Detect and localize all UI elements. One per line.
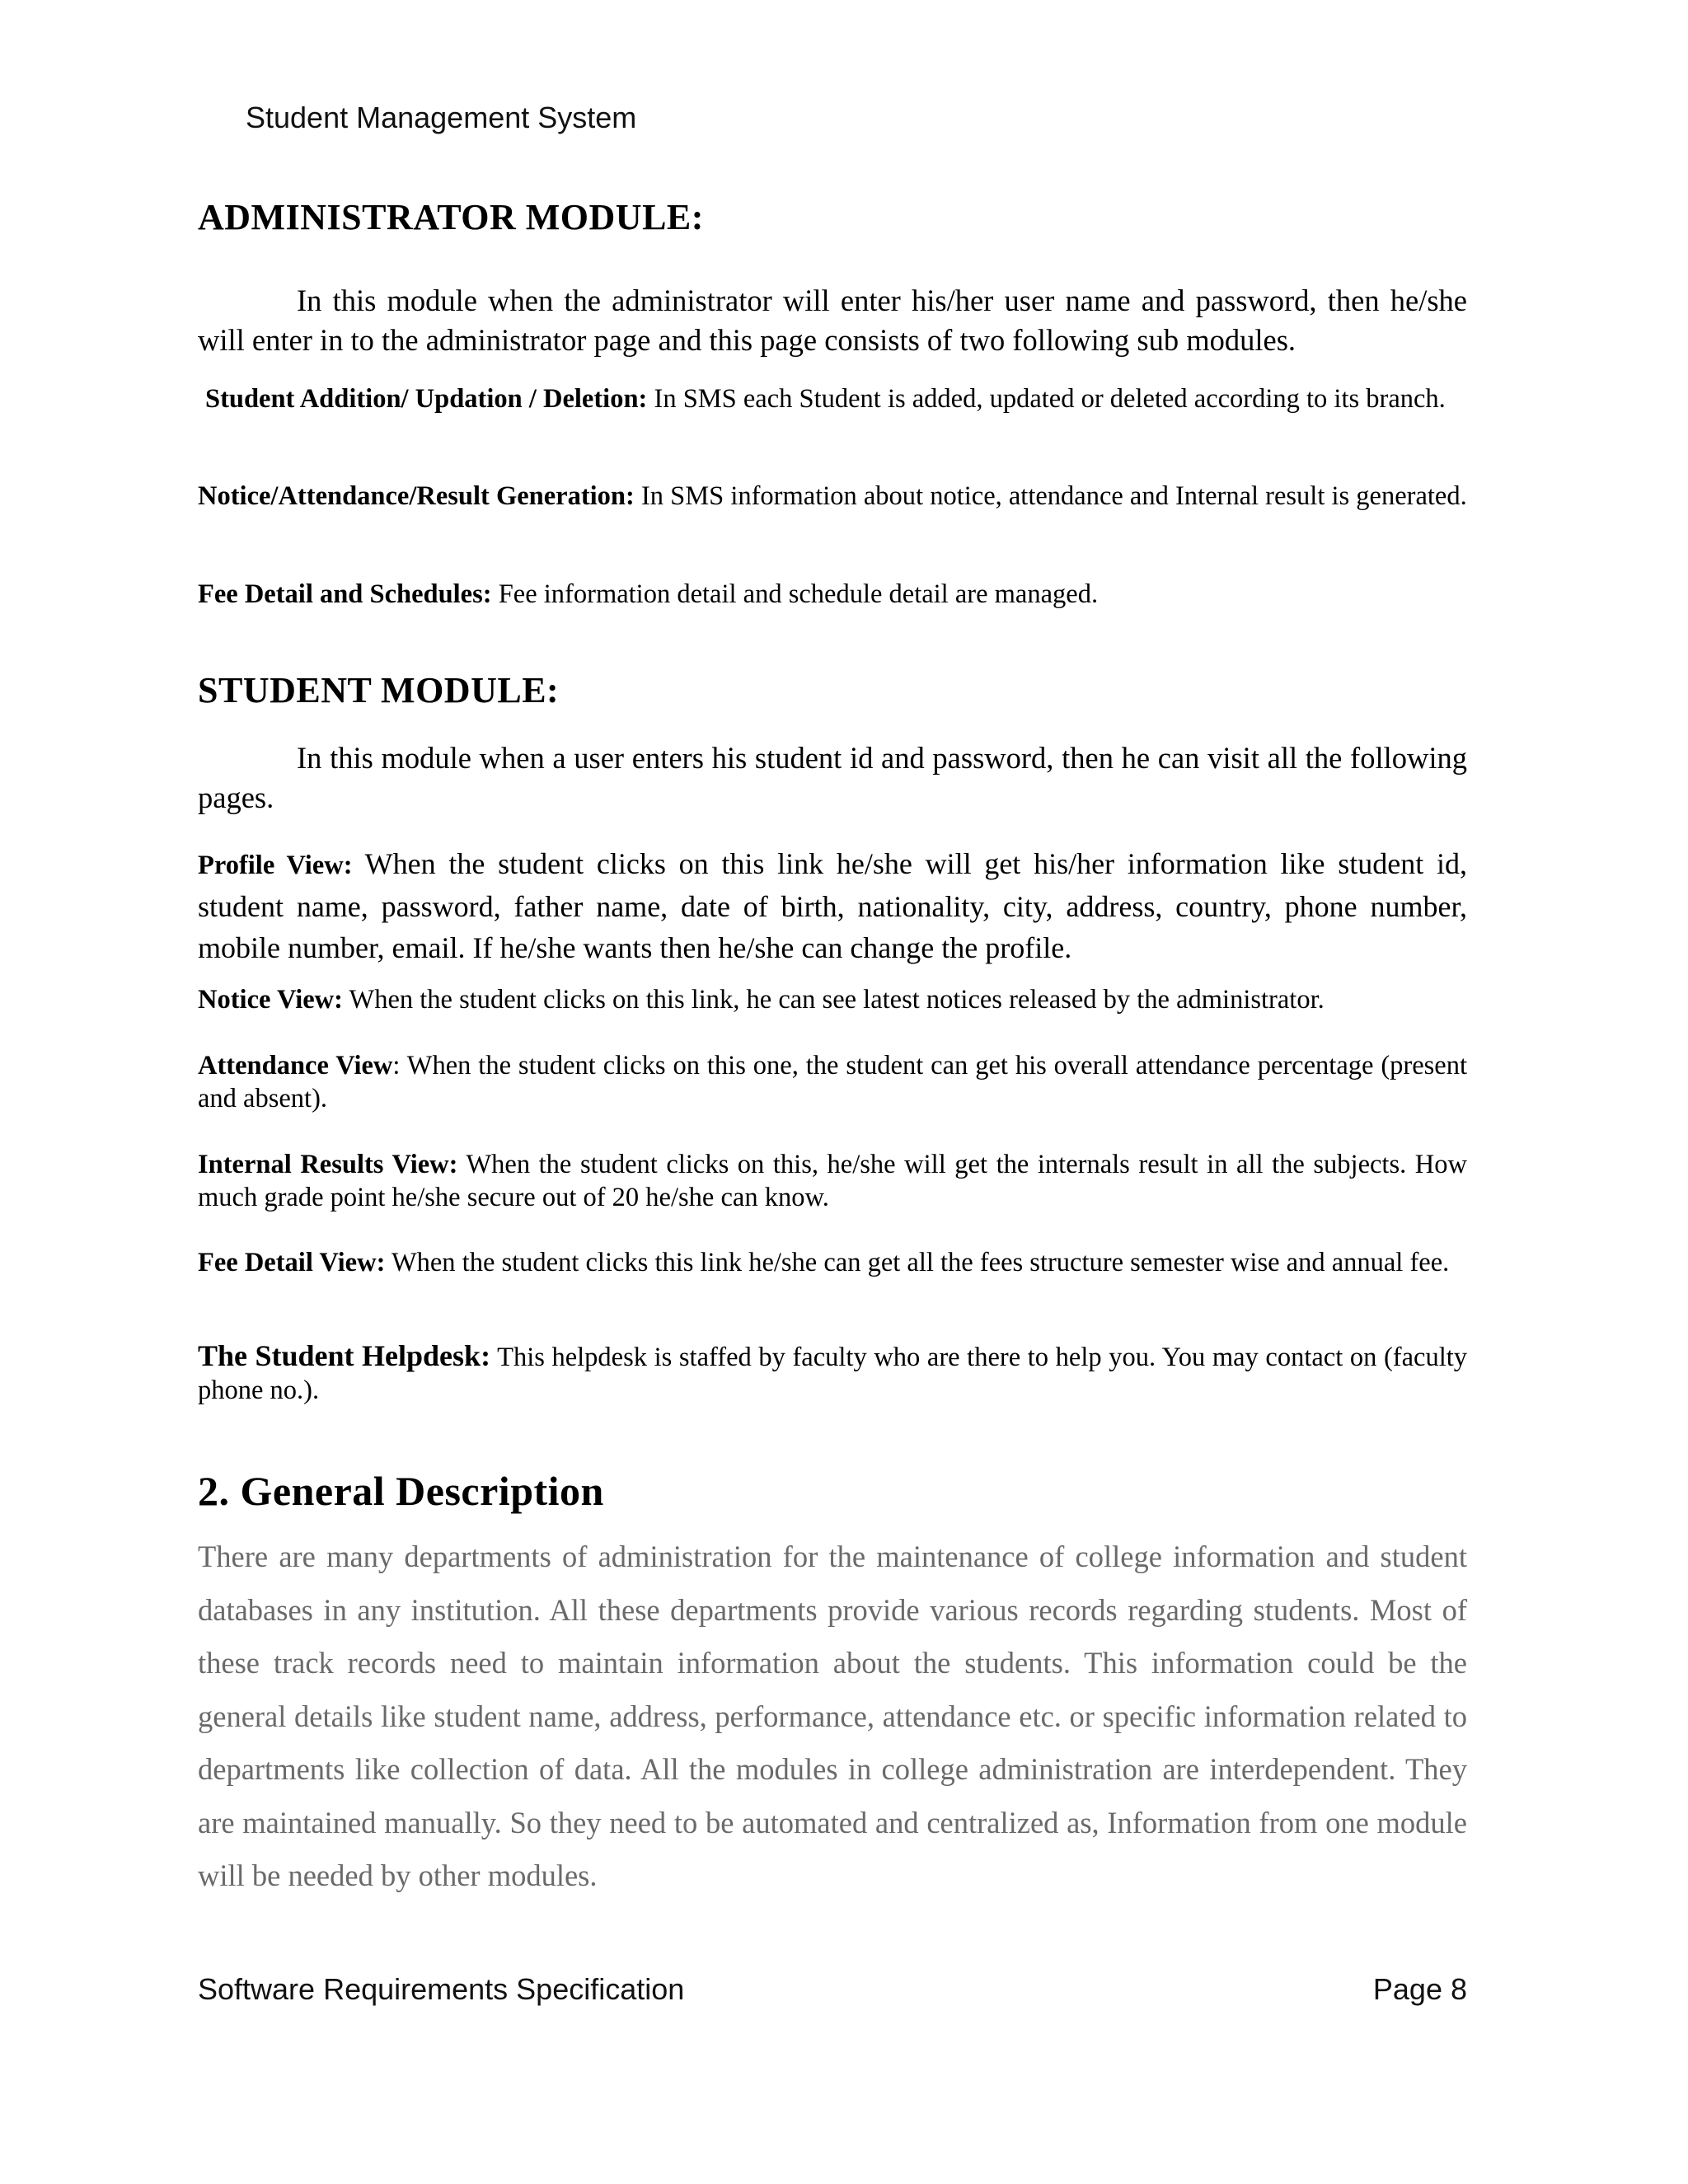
student-item-term: Internal Results View: <box>198 1150 458 1179</box>
student-item-term: Profile View: <box>198 851 353 880</box>
admin-module-heading: ADMINISTRATOR MODULE: <box>198 197 704 237</box>
student-item-term: Notice View: <box>198 985 343 1015</box>
student-item-helpdesk <box>198 1339 1467 1407</box>
student-item-internal-results <box>198 1148 1467 1214</box>
admin-item-notice-generation <box>198 480 1467 513</box>
student-item-term: The Student Helpdesk: <box>198 1339 491 1372</box>
student-item-text: When the student clicks this link he/she can get all the fees structure semester wise and annual fee. <box>385 1248 1450 1277</box>
student-item-text: : When the student clicks on this one, the student can get his overall attendance percentage (present and absent). <box>198 1051 1468 1113</box>
student-item-text: When the student clicks on this link he/she will get his/her information like student id, student name, password, father name, date of birth, nationality, city, address, country, phone number, mobile number, email. If he/she wants then he/she can change the profile. <box>198 847 1467 964</box>
student-item-fee-detail-view <box>198 1246 1467 1279</box>
student-item-term: Attendance View <box>198 1051 393 1080</box>
admin-item-text: Fee information detail and schedule detail are managed. <box>491 579 1099 609</box>
footer-page-number: Page 8 <box>1372 1972 1467 2006</box>
admin-item-term: Fee Detail and Schedules: <box>198 579 492 609</box>
student-item-text: When the student clicks on this link, he can see latest notices released by the administrator. <box>342 985 1325 1015</box>
student-item-text: When the student clicks on this, he/she will get the internals result in all the subjects. How much grade point he/she secure out of 20 he/she can know. <box>198 1150 1467 1212</box>
admin-module-intro: In this module when the administrator will enter his/her user name and password, then he/she will enter in to the administrator page and this page consists of two following sub modules. <box>198 284 1467 357</box>
running-header: Student Management System <box>246 101 637 134</box>
student-item-notice-view <box>198 983 1467 1016</box>
student-module-heading: STUDENT MODULE: <box>198 670 560 710</box>
general-description-body: There are many departments of administration for the maintenance of college information and student databases in any institution. All these departments provide various records regarding students. Most of these track records need to maintain information about the students. This information could be the general details like student name, address, performance, attendance etc. or specific information related to departments like collection of data. All the modules in college administration are interdependent. They are maintained manually. So they need to be automated and centralized as, Information from one module will be needed by other modules. <box>198 1540 1467 1892</box>
student-item-text: This helpdesk is staffed by faculty who are there to help you. You may contact on (faculty phone no.). <box>198 1343 1468 1405</box>
student-item-term: Fee Detail View: <box>198 1248 386 1277</box>
admin-item-fee-detail <box>198 578 1467 611</box>
general-description-heading: 2. General Description <box>198 1468 604 1514</box>
student-module-intro: In this module when a user enters his student id and password, then he can visit all the following pages. <box>198 741 1467 814</box>
footer-document-title: Software Requirements Specification <box>198 1972 685 2006</box>
admin-item-student-addition <box>198 382 1467 415</box>
student-item-profile-view <box>198 843 1467 968</box>
admin-item-text: In SMS information about notice, attendance and Internal result is generated. <box>634 481 1467 511</box>
admin-item-term: Student Addition/ Updation / Deletion: <box>205 384 648 414</box>
admin-item-term: Notice/Attendance/Result Generation: <box>198 481 635 511</box>
student-item-attendance-view <box>198 1049 1467 1115</box>
admin-item-text: In SMS each Student is added, updated or deleted according to its branch. <box>647 384 1446 414</box>
